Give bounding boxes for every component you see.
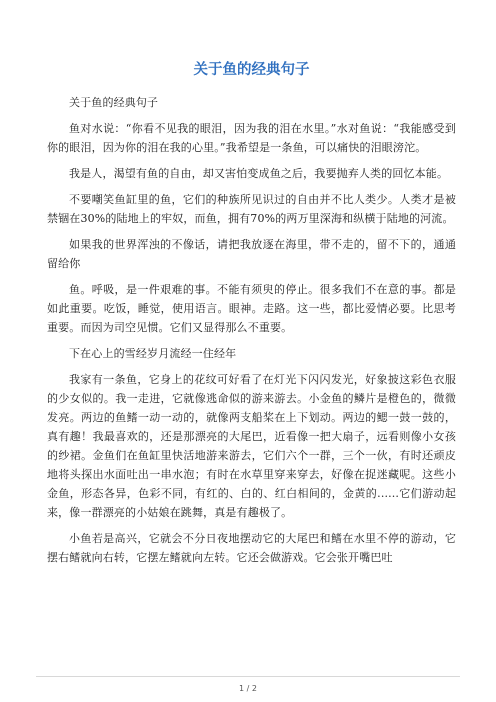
paragraph: 小鱼若是高兴，它就会不分日夜地摆动它的大尾巴和鳍在水里不停的游动，它摆右鳍就向右转，它摆左鳍就向左转。它还会做游戏。它会张开嘴巴吐 — [47, 532, 456, 564]
paragraph: 鱼。呼吸，是一件艰难的事。不能有须臾的停止。很多我们不在意的事。都是如此重要。吃饭，睡觉，使用语言。眼神。走路。这一些，都比爱情必要。比思考重要。而因为司空见惯。它们又显得那么不重要。 — [47, 283, 456, 334]
page-number: 1 / 2 — [239, 684, 257, 693]
paragraph: 下在心上的雪经岁月流经一住经年 — [69, 347, 237, 360]
paragraph: 关于鱼的经典句子 — [69, 96, 159, 109]
paragraph: 如果我的世界浑浊的不像话，请把我放逐在海里，带不走的，留不下的，通通留给你 — [47, 238, 456, 270]
paragraph: 我是人，渴望有鱼的自由，却又害怕变成鱼之后，我要抛弃人类的回忆本能。 — [69, 167, 449, 180]
paragraph: 我家有一条鱼，它身上的花纹可好看了在灯光下闪闪发光，好象披这彩色衣服的少女似的。我一走进，它就像逃命似的游来游去。小金鱼的鳞片是橙色的，微微发亮。两边的鱼鳍一动一动的，就像两支船桨在上下划动。两边的鳃一鼓一鼓的，真有趣！我最喜欢的，还是那漂亮的大尾巴，近看像一把大扇子，远看则像小女孩的纱裙。金鱼们在鱼缸里快活地游来游去，它们六个一群，三个一伙，有时还顽皮地将头探出水面吐出一串水泡；有时在水草里穿来穿去，好像在捉迷藏呢。这些小金鱼，形态各异，色彩不同，有红的、白的、红白相间的，金黄的......它们游动起来，像一群漂亮的小姑娘在跳舞，真是有趣极了。 — [47, 373, 456, 519]
document-title: 关于鱼的经典句子 — [193, 62, 310, 78]
footer-divider — [36, 676, 460, 677]
paragraph: 不要嘲笑鱼缸里的鱼，它们的种族所见识过的自由并不比人类少。人类才是被禁锢在30%的陆地上的牢奴，而鱼，拥有70%的两万里深海和纵横于陆地的河流。 — [47, 193, 456, 225]
paragraph: 鱼对水说：“你看不见我的眼泪，因为我的泪在水里。”水对鱼说：“我能感受到你的眼泪，因为你的泪在我的心里。”我希望是一条鱼，可以痛快的泪眼滂沱。 — [47, 122, 456, 154]
